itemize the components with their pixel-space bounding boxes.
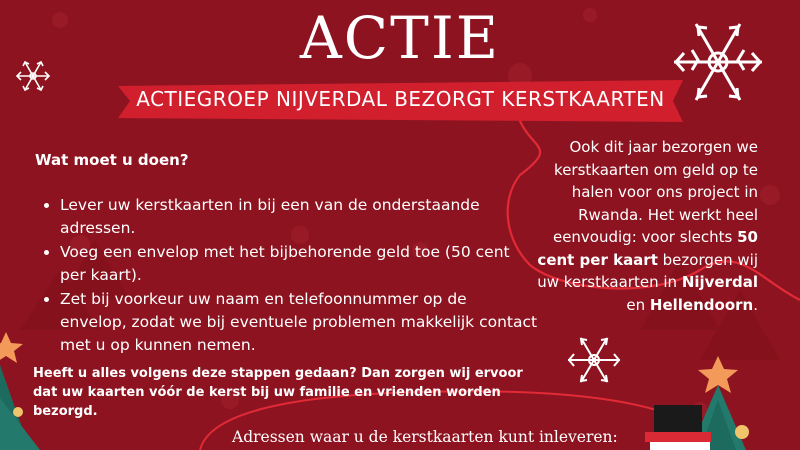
town-nijverdal: Nijverdal <box>681 273 758 291</box>
intro-text: Ook dit jaar bezorgen we kerstkaarten om geld op te halen voor ons project in Rwanda. Het werkt heel eenvoudig: voor slechts <box>552 138 758 246</box>
intro-paragraph <box>518 136 758 316</box>
list-item: • Lever uw kerstkaarten in bij een van de onderstaande adressen. <box>60 194 538 240</box>
intro-text: en <box>626 295 650 314</box>
snowman-hat-icon <box>645 405 711 450</box>
instructions-heading: Wat moet u doen? <box>35 151 189 169</box>
star-icon <box>0 332 23 363</box>
intro-text: bezorgen wij uw kerstkaarten in <box>537 250 758 291</box>
list-item: • Zet bij voorkeur uw naam en telefoonnummer op de envelop, zodat we bij eventuele problemen makkelijk contact met u op kunnen nemen. <box>60 288 538 357</box>
snowflake-icon <box>568 338 620 382</box>
instructions-list <box>38 194 538 358</box>
price-highlight: 50 cent per kaart <box>537 228 758 269</box>
ribbon-text: ACTIEGROEP NIJVERDAL BEZORGT KERSTKAARTEN <box>136 87 665 111</box>
intro-text: . <box>753 295 758 314</box>
title-ribbon <box>118 80 683 122</box>
page-title: ACTIE <box>299 4 501 72</box>
town-hellendoorn: Hellendoorn <box>649 295 754 314</box>
addresses-heading: Adressen waar u de kerstkaarten kunt inleveren: <box>232 428 618 446</box>
closing-text: Heeft u alles volgens deze stappen gedaan? Dan zorgen wij ervoor dat uw kaarten vóór de kerst bij uw familie en vrienden worden bezorgd. <box>33 366 523 419</box>
list-item: • Voeg een envelop met het bijbehorende geld toe (50 cent per kaart). <box>60 241 538 287</box>
